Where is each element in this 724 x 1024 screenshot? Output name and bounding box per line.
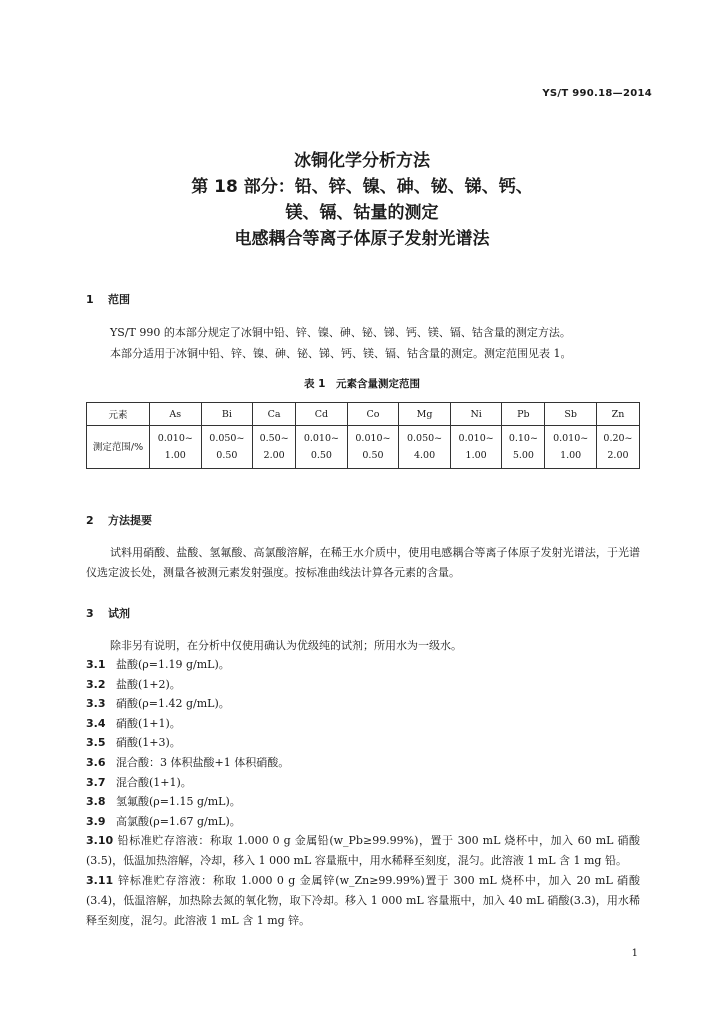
element-cell: Cd [296,403,348,426]
item-number: 3.8 [86,795,106,809]
section-3-heading [86,605,130,621]
item-number: 3.7 [86,775,106,789]
range-high: 1.00 [560,450,582,461]
element-cell: Sb [545,403,597,426]
range-cell [253,426,296,469]
title-line-3: 镁、镉、钴量的测定 [285,203,439,223]
title-line-1: 冰铜化学分析方法 [294,151,430,171]
item-text: 氢氟酸(ρ=1.15 g/mL)。 [116,795,241,809]
element-cell: Zn [596,403,639,426]
item-text: 盐酸(1+2)。 [116,677,181,691]
section-number: 1 [86,293,94,306]
item-number: 3.9 [86,814,106,828]
section-1-para-2: 本部分适用于冰铜中铅、锌、镍、砷、铋、锑、钙、镁、镉、钴含量的测定。测定范围见表 1。 [110,347,572,360]
range-high: 1.00 [164,450,186,461]
range-table [86,402,640,469]
item-number: 3.2 [86,677,106,691]
section-1-para-1: YS/T 990 的本部分规定了冰铜中铅、锌、镍、砷、铋、锑、钙、镁、镉、钴含量的测定方法。 [110,326,571,339]
item-number: 3.1 [86,658,106,671]
range-high: 5.00 [512,450,534,461]
section-2-para: 试料用硝酸、盐酸、氢氟酸、高氯酸溶解，在稀王水介质中，使用电感耦合等离子体原子发射光谱法，于光谱仪选定波长处，测量各被测元素发射强度。按标准曲线法计算各元素的含量。 [86,546,640,579]
table-range-row [87,426,640,469]
table-row-header: 元素 [87,403,150,426]
list-item [86,694,640,714]
table-caption: 表 1 元素含量测定范围 [304,378,420,390]
list-item [86,714,640,734]
page-number: 1 [631,948,638,959]
range-low: 0.20~ [603,433,633,444]
list-item [86,831,640,871]
item-text: 硝酸(1+3)。 [116,736,181,750]
item-text: 盐酸(ρ=1.19 g/mL)。 [116,658,230,671]
table-header-row [87,403,640,426]
item-number: 3.3 [86,697,106,711]
section-title: 试剂 [108,607,130,620]
item-text: 锌标准贮存溶液：称取 1.000 0 g 金属锌(w_Zn≥99.99%)置于 300 mL 烧杯中，加入 20 mL 硝酸(3.4)，低温溶解，加热除去氮的氧化物，取下冷却。移入 1 000 mL 容量瓶中，加入 40 mL 硝酸(3.3)，用水稀释至刻度，混匀。此溶液 1 mL 含 1 mg 锌。 [86,874,640,928]
range-low: 0.50~ [259,433,289,444]
section-title: 范围 [108,293,130,306]
range-cell [545,426,597,469]
section-title: 方法提要 [108,514,152,527]
range-low: 0.010~ [553,433,589,444]
element-cell: Ni [450,403,502,426]
item-number: 3.11 [86,874,114,888]
range-low: 0.010~ [157,433,193,444]
range-cell [201,426,253,469]
item-text: 铅标准贮存溶液：称取 1.000 0 g 金属铅(w_Pb≥99.99%)，置于 300 mL 烧杯中，加入 60 mL 硝酸(3.5)，低温加热溶解，冷却，移入 1 000 mL 容量瓶中，用水稀释至刻度，混匀。此溶液 1 mL 含 1 mg 铅。 [86,834,640,868]
range-high: 0.50 [310,450,332,461]
title-line-4: 电感耦合等离子体原子发射光谱法 [234,229,490,249]
range-cell [596,426,639,469]
range-low: 0.010~ [458,433,494,444]
range-high: 0.50 [362,450,384,461]
range-high: 2.00 [263,450,285,461]
document-title [0,148,724,252]
list-item [86,675,640,695]
range-low: 0.050~ [209,433,245,444]
table-row-header: 测定范围/% [87,426,150,469]
range-cell [296,426,348,469]
item-number: 3.10 [86,834,114,848]
list-item [86,773,640,793]
list-item [86,792,640,812]
element-cell: Ca [253,403,296,426]
item-text: 硝酸(1+1)。 [116,716,181,730]
list-item [86,812,640,832]
list-item [86,871,640,931]
section-2-heading [86,512,152,528]
range-low: 0.10~ [508,433,538,444]
element-cell: As [150,403,202,426]
item-text: 硝酸(ρ=1.42 g/mL)。 [116,697,230,711]
range-cell [450,426,502,469]
range-low: 0.010~ [303,433,339,444]
section-1-heading [86,291,130,307]
range-cell [150,426,202,469]
range-low: 0.050~ [406,433,443,444]
list-item [86,753,640,773]
list-item [86,733,640,753]
range-high: 1.00 [465,450,487,461]
item-number: 3.5 [86,736,106,750]
section-number: 2 [86,514,94,527]
element-cell: Pb [502,403,545,426]
element-cell: Bi [201,403,253,426]
item-text: 高氯酸(ρ=1.67 g/mL)。 [116,814,241,828]
item-number: 3.6 [86,755,106,769]
element-cell: Mg [399,403,451,426]
range-high: 0.50 [216,450,238,461]
reagent-list [86,655,640,931]
item-text: 混合酸(1+1)。 [116,775,192,789]
item-number: 3.4 [86,716,106,730]
item-text: 混合酸：3 体积盐酸+1 体积硝酸。 [116,755,290,769]
range-cell [399,426,451,469]
range-high: 2.00 [607,450,629,461]
section-number: 3 [86,607,94,620]
range-low: 0.010~ [355,433,391,444]
range-high: 4.00 [413,450,436,461]
list-item [86,655,640,675]
standard-number: YS/T 990.18—2014 [542,88,652,99]
section-3-intro: 除非另有说明，在分析中仅使用确认为优级纯的试剂；所用水为一级水。 [110,639,462,652]
title-line-2: 第 18 部分：铅、锌、镍、砷、铋、锑、钙、 [191,177,533,197]
range-cell [502,426,545,469]
range-cell [347,426,399,469]
element-cell: Co [347,403,399,426]
